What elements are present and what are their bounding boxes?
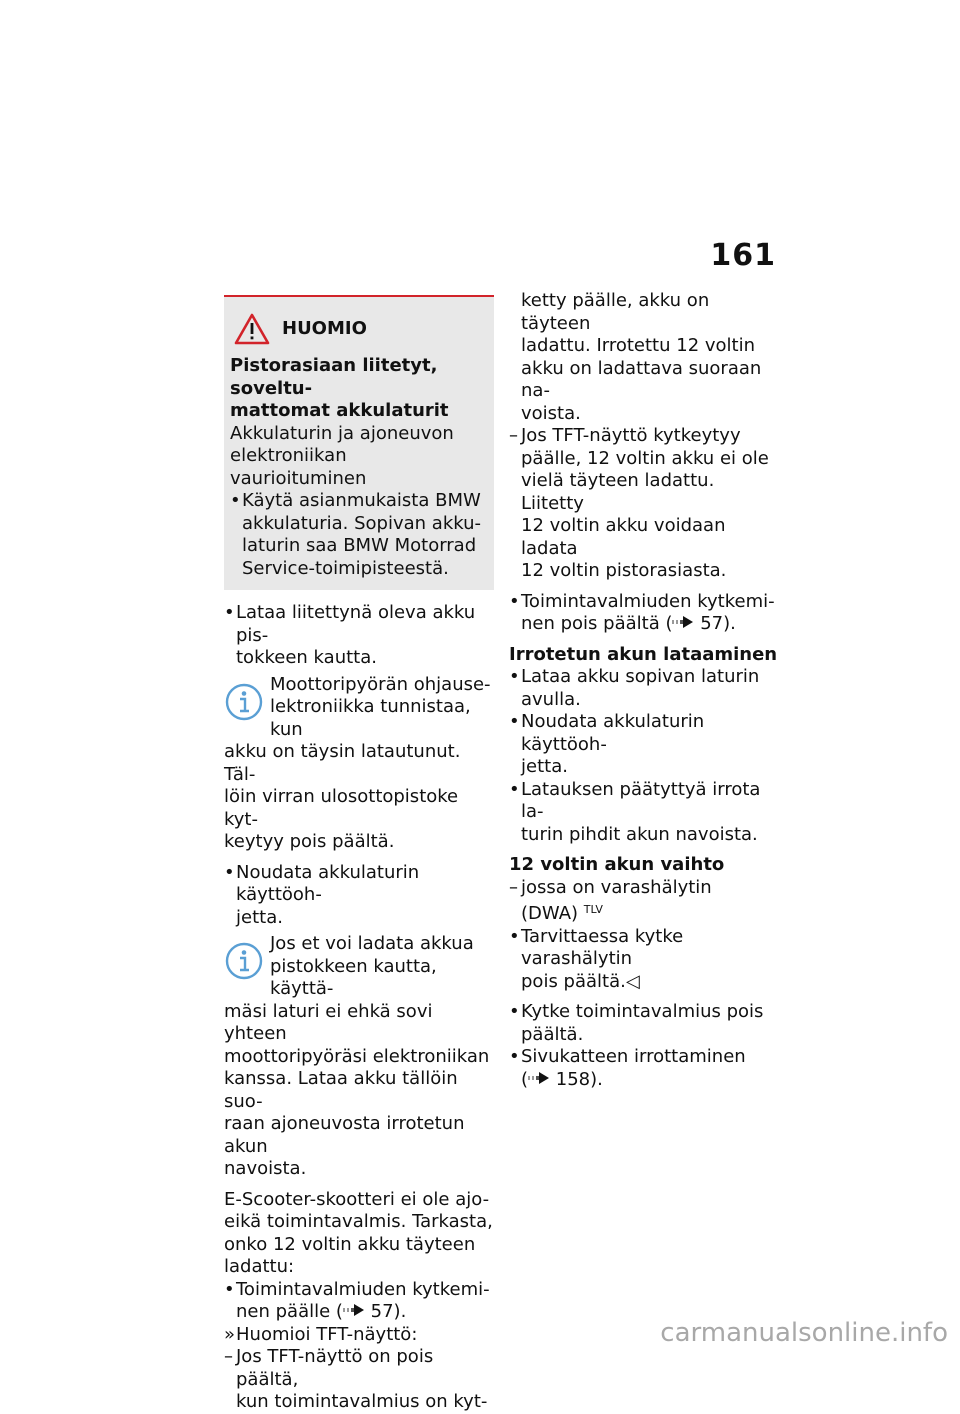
text-fragment: 158).: [550, 1068, 603, 1090]
notice-bullet-line: Käytä asianmukaista BMW: [242, 490, 481, 511]
text-line: Lataa akku sopivan laturin: [521, 666, 760, 687]
text-fragment: 57).: [364, 1301, 407, 1322]
bullet-item: [509, 926, 779, 994]
bullet-marker: •: [230, 490, 241, 511]
notice-box: [224, 295, 494, 590]
left-column: [224, 295, 494, 1414]
text-line: akku on ladattava suoraan na-: [521, 357, 762, 401]
right-column: [509, 290, 779, 1091]
notice-header: [234, 313, 486, 345]
result-item: [224, 1324, 494, 1347]
bullet-item: [509, 711, 779, 779]
text-line: voista.: [521, 402, 581, 424]
dash-item: [509, 425, 779, 583]
bullet-marker: •: [509, 666, 520, 687]
text-line: ladattu. Irrotettu 12 voltin: [521, 335, 755, 356]
notice-title-line: Pistorasiaan liitetyt, soveltu-: [230, 355, 438, 399]
text-fragment: (: [521, 1068, 529, 1090]
text-line: ketty päälle, akku on täyteen: [521, 290, 710, 334]
end-marker: ◁: [625, 970, 640, 992]
watermark: carmanualsonline.info: [660, 1318, 948, 1348]
text-line: [521, 613, 779, 636]
bullet-item: [224, 1279, 494, 1324]
info-icon: [224, 941, 264, 981]
text-line: lektroniikka tunnistaa, kun: [270, 696, 471, 740]
page-reference-arrow-icon: [528, 1072, 550, 1084]
info-note: [224, 674, 494, 854]
text-line: vielä täyteen ladattu. Liitetty: [521, 470, 715, 514]
text-line: keytyy pois päältä.: [224, 831, 395, 852]
bullet-item: [509, 666, 779, 711]
text-line: ladattu:: [224, 1256, 295, 1277]
text-line: Jos TFT-näyttö on pois päältä,: [236, 1346, 434, 1390]
text-line: Huomioi TFT-näyttö:: [236, 1323, 418, 1345]
notice-bullet: [230, 490, 486, 580]
section-heading: Irrotetun akun lataaminen: [509, 643, 778, 665]
text-line: Lataa liitettynä oleva akku pis-: [236, 602, 476, 646]
bullet-marker: •: [509, 925, 520, 947]
text-line: jetta.: [236, 906, 283, 928]
text-line: eikä toimintavalmis. Tarkasta,: [224, 1211, 493, 1232]
text-line: turin pihdit akun navoista.: [521, 823, 758, 845]
text-line: kun toimintavalmius on kyt-: [236, 1391, 488, 1412]
dash-marker: –: [509, 425, 518, 446]
text-fragment: (DWA): [521, 903, 579, 924]
warning-triangle-icon: [234, 313, 270, 345]
bullet-item: [509, 779, 779, 847]
text-line: navoista.: [224, 1158, 307, 1179]
bullet-marker: •: [224, 861, 235, 883]
notice-bullet-line: akkulaturia. Sopivan akku-: [242, 512, 482, 534]
notice-title-line: mattomat akkulaturit: [230, 400, 449, 421]
text-line: päälle, 12 voltin akku ei ole: [521, 447, 769, 469]
notice-body-line: Akkulaturin ja ajoneuvon: [230, 422, 454, 444]
notice-body-line: elektroniikan vaurioituminen: [230, 445, 367, 489]
dash-marker: –: [509, 876, 518, 898]
bullet-marker: •: [224, 602, 235, 623]
text-line: mäsi laturi ei ehkä sovi yhteen: [224, 1000, 433, 1044]
dash-item: [509, 877, 779, 926]
bullet-marker: •: [509, 711, 520, 732]
text-line: jetta.: [521, 756, 568, 777]
paragraph: [224, 1189, 494, 1279]
arrow-marker: »: [224, 1323, 236, 1345]
bullet-item: [224, 862, 494, 930]
text-line: Moottoripyörän ohjause-: [270, 673, 491, 695]
text-line: Jos TFT-näyttö kytkeytyy: [521, 425, 741, 446]
text-fragment: nen pois päältä (: [521, 613, 673, 634]
text-line: raan ajoneuvosta irrotetun akun: [224, 1113, 465, 1157]
text-line: [521, 899, 779, 926]
text-line: kanssa. Lataa akku tällöin suo-: [224, 1068, 458, 1112]
text-line: pistokkeen kautta, käyttä-: [270, 955, 437, 999]
text-line: Noudata akkulaturin käyttöoh-: [521, 711, 705, 755]
text-line: [521, 971, 779, 994]
info-note: [224, 933, 494, 1181]
section-heading: 12 voltin akun vaihto: [509, 854, 725, 875]
text-line: Toimintavalmiuden kytkemi-: [236, 1278, 490, 1300]
text-line: Toimintavalmiuden kytkemi-: [521, 590, 775, 612]
text-line: löin virran ulosottopistoke kyt-: [224, 786, 459, 830]
info-icon: [224, 682, 264, 722]
bullet-item: [224, 602, 494, 670]
bullet-marker: •: [509, 1046, 520, 1067]
text-line: Tarvittaessa kytke varashälytin: [521, 925, 684, 969]
bullet-marker: •: [224, 1278, 235, 1300]
bullet-item: [509, 591, 779, 636]
text-line: onko 12 voltin akku täyteen: [224, 1233, 476, 1255]
text-line: avulla.: [521, 688, 581, 710]
text-line: jossa on varashälytin: [521, 876, 712, 898]
text-line: 12 voltin pistorasiasta.: [521, 560, 727, 581]
text-line: päältä.: [521, 1023, 584, 1045]
text-line: moottoripyöräsi elektroniikan: [224, 1045, 490, 1067]
text-line: Noudata akkulaturin käyttöoh-: [236, 861, 420, 905]
page-reference-arrow-icon: [343, 1304, 365, 1316]
bullet-marker: •: [509, 778, 520, 800]
text-line: 12 voltin akku voidaan ladata: [521, 515, 726, 559]
text-line: Jos et voi ladata akkua: [270, 933, 474, 954]
text-line: Kytke toimintavalmius pois: [521, 1001, 764, 1022]
notice-bullet-line: laturin saa BMW Motorrad: [242, 535, 477, 556]
bullet-marker: •: [509, 1001, 520, 1022]
bullet-item: [509, 1001, 779, 1046]
text-line: tokkeen kautta.: [236, 647, 377, 668]
text-line: Latauksen päätyttyä irrota la-: [521, 778, 761, 822]
text-line: [521, 1069, 779, 1092]
page-number: 161: [710, 238, 776, 273]
variant-superscript: TLV: [583, 903, 603, 916]
notice-bullet-line: Service-toimipisteestä.: [242, 557, 449, 579]
notice-label: HUOMIO: [282, 317, 367, 339]
text-line: Sivukatteen irrottaminen: [521, 1046, 746, 1067]
dash-item: [224, 1346, 494, 1414]
text-line: akku on täysin latautunut. Täl-: [224, 741, 461, 785]
text-fragment: 57).: [694, 613, 736, 634]
page-reference-arrow-icon: [672, 616, 694, 628]
text-line: E-Scooter-skootteri ei ole ajo-: [224, 1188, 490, 1210]
bullet-marker: •: [509, 590, 520, 612]
bullet-item: [509, 1046, 779, 1091]
text-fragment: pois päältä.: [521, 970, 626, 992]
continued-text: [509, 290, 779, 425]
text-fragment: nen päälle (: [236, 1301, 343, 1322]
dash-marker: –: [224, 1346, 233, 1367]
text-line: [236, 1301, 494, 1324]
